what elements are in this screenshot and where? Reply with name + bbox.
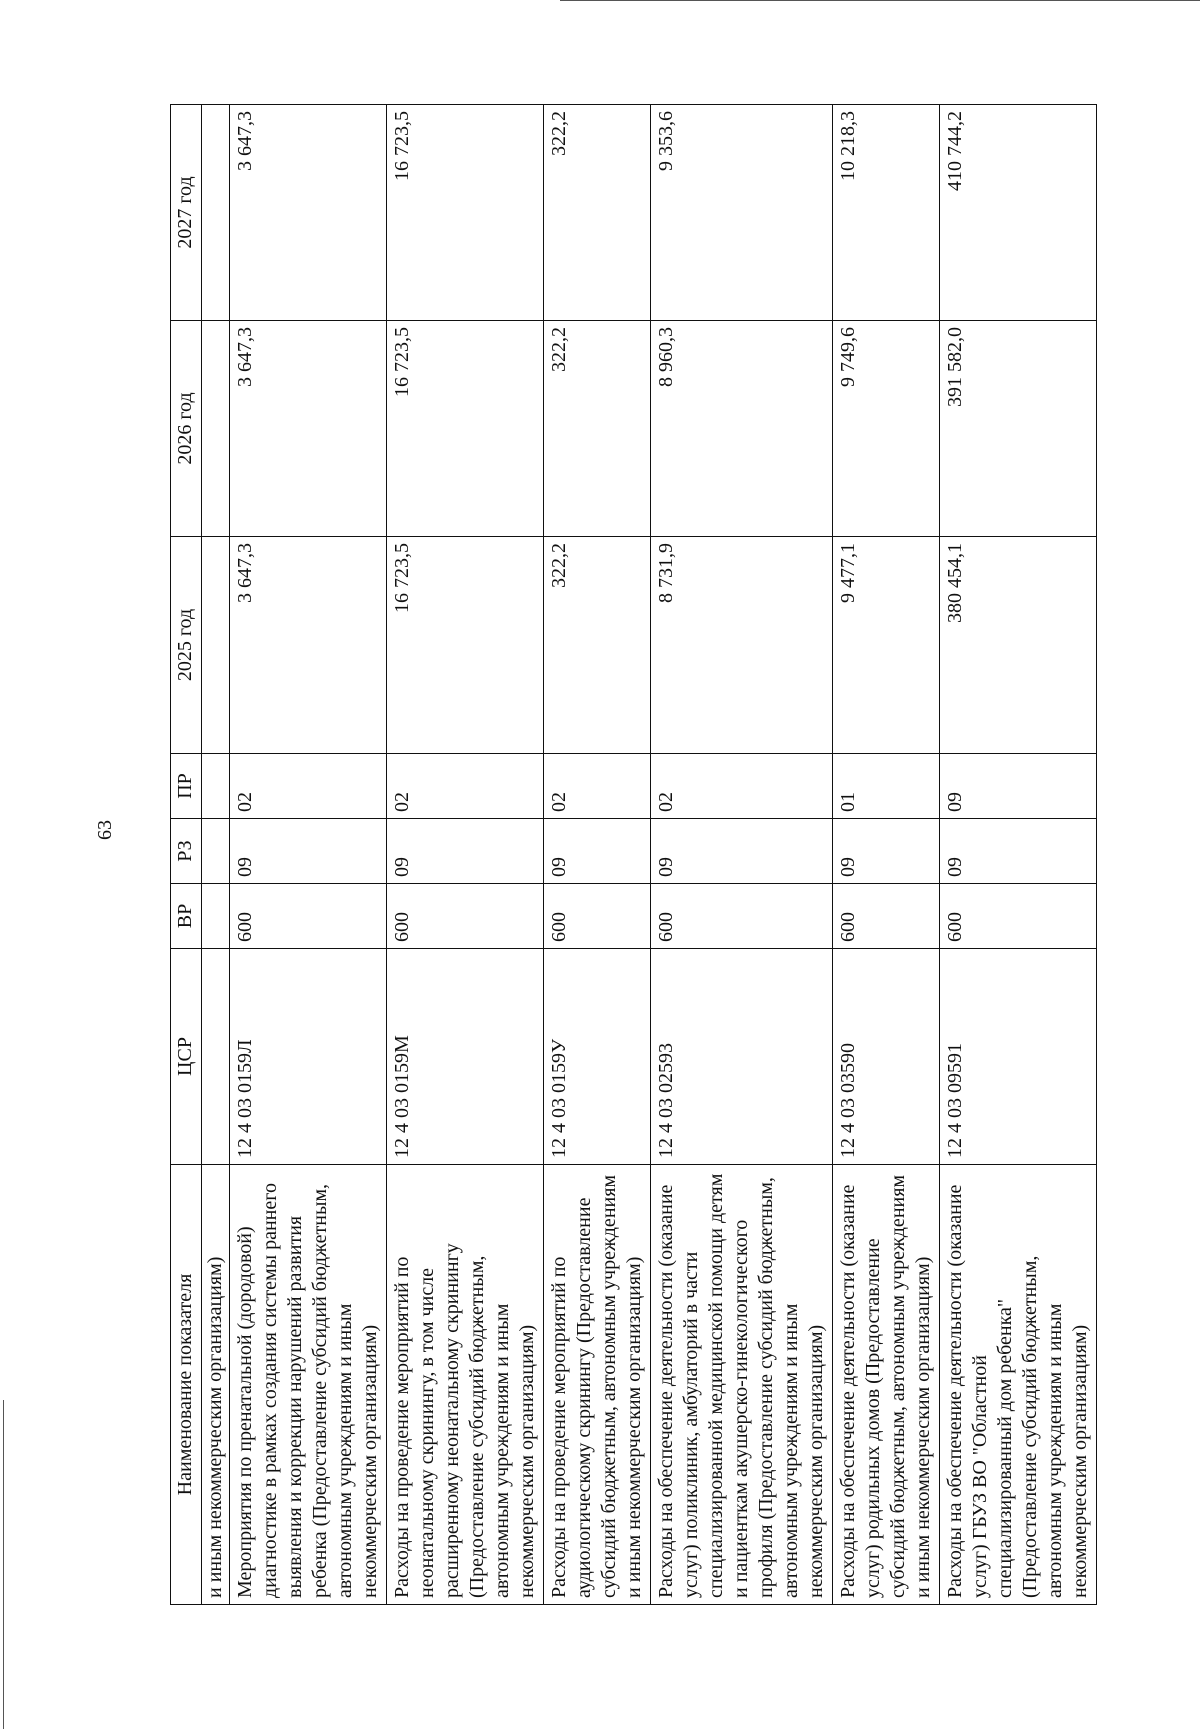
row-2025: 3 647,3 bbox=[230, 537, 387, 754]
continuation-text: и иным некоммерческим организациям) bbox=[202, 1165, 230, 1605]
header-2025: 2025 год bbox=[171, 537, 202, 754]
row-csr: 12 4 03 02593 bbox=[651, 949, 833, 1165]
row-2026: 3 647,3 bbox=[230, 321, 387, 537]
table-row bbox=[940, 105, 1097, 1605]
row-csr: 12 4 03 03590 bbox=[833, 949, 940, 1165]
row-name: Расходы на обеспечение деятельности (оказание услуг) родильных домов (Предоставление субсидий бюджетным, автономным учреждениям и иным некоммерческим организациям) bbox=[833, 1165, 940, 1605]
header-row bbox=[171, 105, 202, 1605]
header-csr: ЦСР bbox=[171, 949, 202, 1165]
row-pr: 01 bbox=[833, 754, 940, 819]
continuation-row bbox=[202, 105, 230, 1605]
budget-table bbox=[170, 104, 1097, 1605]
row-csr: 12 4 03 09591 bbox=[940, 949, 1097, 1165]
row-2027: 322,2 bbox=[544, 105, 651, 321]
row-name: Расходы на проведение мероприятий по неонатальному скринингу, в том числе расширенному неонатальному скринингу (Предоставление субсидий бюджетным, автономным учреждениям и иным некоммерческим организациям) bbox=[387, 1165, 544, 1605]
row-name: Расходы на проведение мероприятий по аудиологическому скринингу (Предоставление субсидий бюджетным, автономным учреждениям и иным некоммерческим организациям) bbox=[544, 1165, 651, 1605]
header-2026: 2026 год bbox=[171, 321, 202, 537]
table-row bbox=[833, 105, 940, 1605]
row-rz: 09 bbox=[387, 819, 544, 884]
header-rz: РЗ bbox=[171, 819, 202, 884]
row-csr: 12 4 03 0159М bbox=[387, 949, 544, 1165]
row-2027: 10 218,3 bbox=[833, 105, 940, 321]
header-name: Наименование показателя bbox=[171, 1165, 202, 1605]
scan-edge-left bbox=[3, 1400, 4, 1729]
table-row bbox=[387, 105, 544, 1605]
row-2025: 9 477,1 bbox=[833, 537, 940, 754]
row-name: Мероприятия по пренатальной (дородовой) диагностике в рамках создания системы раннего выявления и коррекции нарушений развития ребенка (Предоставление субсидий бюджетным, автономным учреждениям и иным некоммерческим организациям) bbox=[230, 1165, 387, 1605]
row-2027: 3 647,3 bbox=[230, 105, 387, 321]
row-2025: 380 454,1 bbox=[940, 537, 1097, 754]
row-pr: 02 bbox=[230, 754, 387, 819]
header-vr: ВР bbox=[171, 884, 202, 949]
row-2027: 410 744,2 bbox=[940, 105, 1097, 321]
row-vr: 600 bbox=[544, 884, 651, 949]
row-2026: 9 749,6 bbox=[833, 321, 940, 537]
row-rz: 09 bbox=[544, 819, 651, 884]
table-row bbox=[651, 105, 833, 1605]
row-pr: 09 bbox=[940, 754, 1097, 819]
row-vr: 600 bbox=[230, 884, 387, 949]
row-2026: 8 960,3 bbox=[651, 321, 833, 537]
rotated-table-wrapper bbox=[170, 105, 1130, 1605]
row-name: Расходы на обеспечение деятельности (оказание услуг) поликлиник, амбулаторий в части специализированной медицинской помощи детям и пациенткам акушерско-гинекологического профиля (Предоставление субсидий бюджетным, автономным учреждениям и иным некоммерческим организациям) bbox=[651, 1165, 833, 1605]
row-vr: 600 bbox=[940, 884, 1097, 949]
row-vr: 600 bbox=[387, 884, 544, 949]
row-2025: 16 723,5 bbox=[387, 537, 544, 754]
row-csr: 12 4 03 0159Л bbox=[230, 949, 387, 1165]
table-row bbox=[544, 105, 651, 1605]
row-csr: 12 4 03 0159У bbox=[544, 949, 651, 1165]
row-2026: 391 582,0 bbox=[940, 321, 1097, 537]
row-2026: 322,2 bbox=[544, 321, 651, 537]
header-2027: 2027 год bbox=[171, 105, 202, 321]
row-2025: 322,2 bbox=[544, 537, 651, 754]
row-2027: 9 353,6 bbox=[651, 105, 833, 321]
scan-edge-top bbox=[560, 0, 1200, 1]
row-vr: 600 bbox=[651, 884, 833, 949]
row-2025: 8 731,9 bbox=[651, 537, 833, 754]
row-rz: 09 bbox=[230, 819, 387, 884]
row-2027: 16 723,5 bbox=[387, 105, 544, 321]
row-rz: 09 bbox=[833, 819, 940, 884]
table-row bbox=[230, 105, 387, 1605]
row-pr: 02 bbox=[387, 754, 544, 819]
row-rz: 09 bbox=[651, 819, 833, 884]
row-pr: 02 bbox=[544, 754, 651, 819]
row-pr: 02 bbox=[651, 754, 833, 819]
header-pr: ПР bbox=[171, 754, 202, 819]
row-vr: 600 bbox=[833, 884, 940, 949]
page-number: 63 bbox=[94, 820, 116, 840]
row-2026: 16 723,5 bbox=[387, 321, 544, 537]
row-name: Расходы на обеспечение деятельности (оказание услуг) ГБУЗ ВО "Областной специализированный дом ребенка" (Предоставление субсидий бюджетным, автономным учреждениям и иным некоммерческим организациям) bbox=[940, 1165, 1097, 1605]
row-rz: 09 bbox=[940, 819, 1097, 884]
